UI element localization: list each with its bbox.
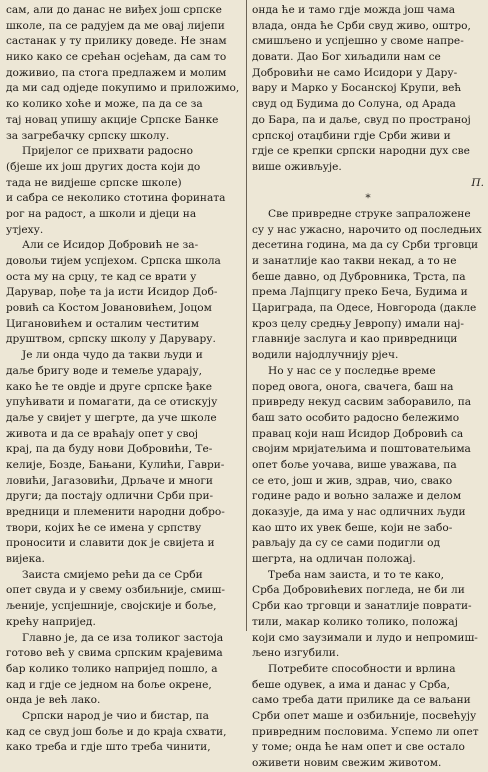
column-divider xyxy=(246,0,247,631)
text-line: до Бара, па и даље, свуд по пространој xyxy=(252,113,471,126)
text-line: гдје се крепки српски народни дух све xyxy=(252,145,470,158)
text-line: други; да постају одлични Срби при- xyxy=(6,490,214,503)
text-line: десетина година, ма да су Срби трговци xyxy=(252,239,479,252)
text-line: састанак у ту прилику доведе. Не знам xyxy=(6,35,227,48)
text-line: у томе; онда ће нам опет и све остало xyxy=(252,741,465,754)
text-line: твори, којих ће се имена у српству xyxy=(6,521,202,534)
paragraph-start: Пријелог се прихвати радосно xyxy=(22,145,194,158)
text-line: љеније, успјешније, својскије и боље, xyxy=(6,600,217,613)
text-line: (бјеше их још других доста који до xyxy=(6,160,201,173)
text-line: Добровићи не само Исидори у Дару- xyxy=(252,66,458,79)
text-line: друштвом, српску школу у Дарувару. xyxy=(6,333,216,346)
text-line: оста му на срцу, те кад се врати у xyxy=(6,270,197,283)
text-line: тај новац упишу акције Српске Банке xyxy=(6,113,219,126)
paragraph-start: Но у нас се у последње време xyxy=(268,364,436,377)
text-line: упућивати и помагати, да се отискују xyxy=(6,396,218,409)
text-line: беше одувек, а има и данас у Срба, xyxy=(252,678,451,691)
text-line: вредници и племенити народни добро- xyxy=(6,506,225,518)
text-line: да ми сад одједе покупимо и приложимо, xyxy=(6,82,240,95)
text-line: даље бригу воде и темеље ударају, xyxy=(6,364,202,377)
text-line: тада не видјеше српске школе) xyxy=(6,176,182,189)
text-line: водили најодлучнију рјеч. xyxy=(252,349,399,362)
text-line: нико како се срећан осјећам, да сам то xyxy=(6,51,227,64)
text-line: главније заслуга и као привредници xyxy=(252,333,458,346)
paragraph-start: Потребите способности и врлина xyxy=(268,662,456,675)
paragraph-start: Све привредне струке запрaложене xyxy=(268,207,471,220)
text-line: како треба и гдје што треба чинити, xyxy=(6,741,211,754)
text-line: Цариграда, па Одесе, Новгорода (дакле xyxy=(252,302,477,315)
text-line: за загребачку српску школу. xyxy=(6,129,170,142)
text-line: вијека. xyxy=(6,553,45,566)
text-line: довати. Дао Бог хиљадили нам се xyxy=(252,51,441,64)
text-line: свуд од Будима до Солуна, од Арада xyxy=(252,98,456,111)
text-line: ловићи, Јагазовићи, Дрљаче и многи xyxy=(6,474,213,487)
text-line: како ће те овдје и друге српске ђаке xyxy=(6,380,212,393)
text-line: рављају да су се сами подигли од xyxy=(252,537,441,550)
text-line: довољи тијем успјехом. Српска школа xyxy=(6,255,221,267)
paragraph-start: Главно је, да се иза толиког застоја xyxy=(22,631,224,644)
text-line: Цигановићем и осталим честитим xyxy=(6,317,199,330)
author-signature: П. xyxy=(471,176,484,189)
text-line: и занатлије као такви некад, а то не xyxy=(252,255,457,267)
paragraph-start: Српски народ је чио и бистар, па xyxy=(22,709,209,722)
text-line: који смо заузимали и лудо и непромиш- xyxy=(252,631,478,644)
text-line: оживети новим свежим животом. xyxy=(252,757,442,769)
text-line: келије, Бозде, Бањани, Кулићи, Гаври- xyxy=(6,458,225,471)
text-line: године радо и вољно залаже и делом xyxy=(252,490,462,503)
text-line: готово већ у свима српским крајевима xyxy=(6,647,223,660)
text-line: ко колико хоће и може, па да се за xyxy=(6,98,203,111)
text-line: Дарувар, пође та ја исти Исидор Доб- xyxy=(6,286,218,299)
text-line: привреду некуд сасвим заборавило, па xyxy=(252,396,472,409)
text-line: својим мријатељима и поштоватељима xyxy=(252,443,471,456)
text-line: проносити и славити док је свијета и xyxy=(6,537,215,550)
text-line: даље у свијет у шегрте, да уче школе xyxy=(6,411,217,424)
text-line: влада, онда ће Срби свуд живо, оштро, xyxy=(252,19,471,32)
text-line: ровић са Костом Јовановићем, Јоцом xyxy=(6,302,212,315)
text-line: кроз целу средњу Јевропу) имали нај- xyxy=(252,317,465,330)
text-line: су у нас ужасно, нарочито од последњих xyxy=(252,223,482,236)
text-line: крећу напријед. xyxy=(6,615,96,628)
text-line: само треба дати прилике да се ваљани xyxy=(252,694,471,707)
text-line: беше давно, од Дубровника, Трста, па xyxy=(252,270,466,283)
text-line: правац који наш Исидор Добровић са xyxy=(252,427,464,440)
paragraph-start: Али се Исидор Добровић не за- xyxy=(22,239,199,252)
text-line: се ето, још и жив, здрав, чио, свако xyxy=(252,474,453,487)
text-line: као што их увек беше, који не забо- xyxy=(252,521,453,534)
text-line: више оживљује. xyxy=(252,160,342,173)
text-line: крај, па да буду нови Добровићи, Те- xyxy=(6,443,213,456)
text-line: сам, али до данас не виђех још српске xyxy=(6,4,222,16)
text-line: шегрта, на одличан положај. xyxy=(252,553,416,566)
left-column xyxy=(6,3,240,756)
paragraph-start: Је ли онда чудо да такви људи и xyxy=(22,349,203,362)
text-line: Срби опет маше и озбиљније, посвећују xyxy=(252,709,477,722)
text-line: према Лајпцигу преко Беча, Будима и xyxy=(252,286,468,299)
text-line: Срби као трговци и занатлије поврати- xyxy=(252,600,472,613)
text-line: опет боље уочава, више уважава, па xyxy=(252,458,457,471)
text-line: смишљено и успјешно у своме напре- xyxy=(252,35,464,48)
paragraph-start: Заиста смијемо рећи да се Срби xyxy=(22,568,203,581)
text-line: кад и гдје се једном на боље окрене, xyxy=(6,678,212,691)
text-line: живота и да се враћају опет у свој xyxy=(6,427,199,440)
text-line: Срба Добровићевих погледа, не би ли xyxy=(252,584,465,597)
text-line: опет свуда и у свему озбиљније, смиш- xyxy=(6,584,225,597)
text-line: онда ће и тамо гдје можда још чама xyxy=(252,4,456,16)
text-line: тили, макар колико толико, положај xyxy=(252,615,458,628)
text-line: српској отаџбини гдје Срби живи и xyxy=(252,129,451,142)
text-line: рог на радост, а школи и дјеци на xyxy=(6,207,197,220)
text-line: вару и Марко у Босанској Крупи, већ xyxy=(252,82,462,95)
section-separator: * xyxy=(365,192,371,205)
text-line: и сабра се неколико стотина форината xyxy=(6,192,226,205)
text-line: привредним пословима. Успемо ли опет xyxy=(252,725,479,738)
right-column xyxy=(252,3,484,772)
text-line: онда је већ лако. xyxy=(6,694,101,707)
paragraph-start: Треба нам заиста, и то те како, xyxy=(268,568,444,581)
text-line: утјеху. xyxy=(6,223,44,236)
text-line: бар колико толико напријед пошло, а xyxy=(6,662,218,675)
text-line: доказује, да има у нас одличних људи xyxy=(252,506,466,518)
text-line: кад се свуд још боље и до краја схвати, xyxy=(6,725,227,738)
text-line: љено изгубили. xyxy=(252,647,340,660)
text-line: поред овога, онога, свачега, баш на xyxy=(252,380,454,393)
text-line: баш зато особито радосно бележимо xyxy=(252,411,460,424)
text-line: доживио, па стога предлажем и молим xyxy=(6,66,227,79)
text-line: школе, па се радујем да ме овај лијепи xyxy=(6,19,225,32)
